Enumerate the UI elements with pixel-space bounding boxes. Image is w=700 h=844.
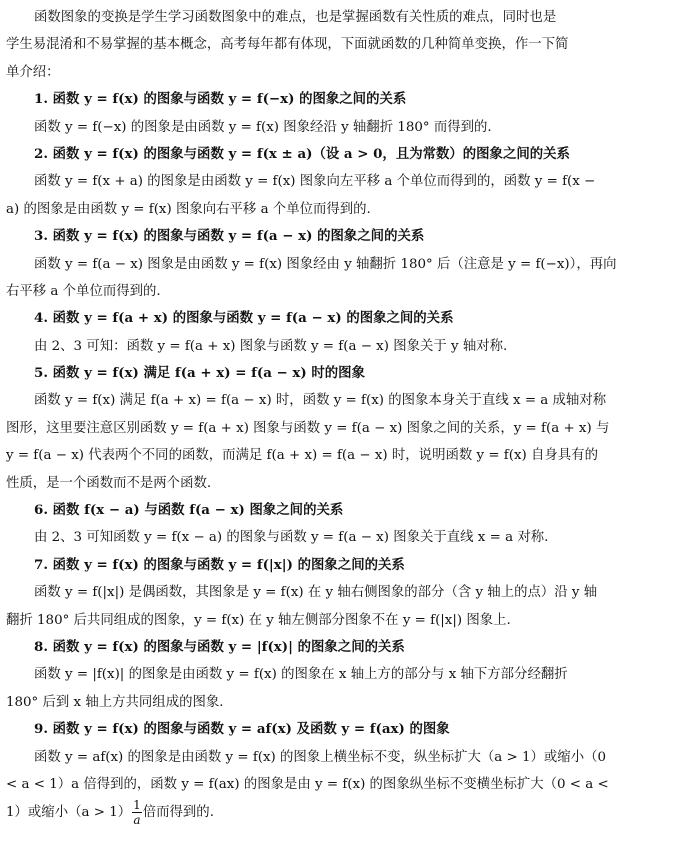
- section-8-body-2: 180° 后到 x 轴上方共同组成的图象.: [6, 694, 224, 710]
- section-6-body-1: 由 2、3 可知函数 y = f(x − a) 的图象与函数 y = f(a − x) 图象关于直线 x = a 对称.: [34, 530, 549, 546]
- section-9-body-3: [6, 798, 696, 844]
- section-4-body-1: 由 2、3 可知：函数 y = f(a + x) 图象与函数 y = f(a − x) 图象关于 y 轴对称.: [34, 338, 508, 354]
- section-7-heading: 7. 函数 y = f(x) 的图象与函数 y = f(|x|) 的图象之间的关系: [34, 556, 405, 573]
- section-5-body-4: 性质，是一个函数而不是两个函数.: [6, 475, 212, 491]
- section-9-last-prefix: 1）或缩小（a > 1）: [6, 805, 132, 821]
- fraction-numerator: 1: [133, 798, 141, 813]
- section-5-heading: 5. 函数 y = f(x) 满足 f(a + x) = f(a − x) 时的图象: [34, 365, 365, 382]
- section-2-body-1: 函数 y = f(x + a) 的图象是由函数 y = f(x) 图象向左平移 a 个单位而得到的，函数 y = f(x −: [34, 174, 596, 190]
- section-4-heading: 4. 函数 y = f(a + x) 的图象与函数 y = f(a − x) 的图象之间的关系: [34, 310, 454, 327]
- section-8-body-1: 函数 y = |f(x)| 的图象是由函数 y = f(x) 的图象在 x 轴上方的部分与 x 轴下方部分经翻折: [34, 667, 568, 683]
- section-6-heading: 6. 函数 f(x − a) 与函数 f(a − x) 图象之间的关系: [34, 502, 344, 519]
- section-7-body-1: 函数 y = f(|x|) 是偶函数，其图象是 y = f(x) 在 y 轴右侧图象的部分（含 y 轴上的点）沿 y 轴: [34, 585, 598, 601]
- section-9-heading: 9. 函数 y = f(x) 的图象与函数 y = af(x) 及函数 y = f(ax) 的图象: [34, 721, 450, 738]
- section-1-body-1: 函数 y = f(−x) 的图象是由函数 y = f(x) 图象经沿 y 轴翻折 180° 而得到的.: [34, 119, 492, 135]
- section-3-body-1: 函数 y = f(a − x) 图象是由函数 y = f(x) 图象经由 y 轴翻折 180° 后（注意是 y = f(−x)），再向: [34, 256, 617, 272]
- section-9-body-1: 函数 y = af(x) 的图象是由函数 y = f(x) 的图象上横坐标不变，纵坐标扩大（a > 1）或缩小（0: [34, 749, 606, 765]
- section-5-body-2: 图形，这里要注意区别函数 y = f(a + x) 图象与函数 y = f(a − x) 图象之间的关系，y = f(a + x) 与: [6, 420, 610, 436]
- intro-line-2: 学生易混淆和不易掌握的基本概念，高考每年都有体现，下面就函数的几种简单变换，作一下简: [6, 37, 569, 53]
- intro-line-3: 单介绍：: [6, 64, 60, 80]
- section-2-body-2: a) 的图象是由函数 y = f(x) 图象向右平移 a 个单位而得到的.: [6, 201, 371, 217]
- section-7-body-2: 翻折 180° 后共同组成的图象，y = f(x) 在 y 轴左侧部分图象不在 y = f(|x|) 图象上.: [6, 612, 511, 628]
- section-5-body-1: 函数 y = f(x) 满足 f(a + x) = f(a − x) 时，函数 y = f(x) 的图象本身关于直线 x = a 成轴对称: [34, 393, 607, 409]
- section-3-heading: 3. 函数 y = f(x) 的图象与函数 y = f(a − x) 的图象之间的关系: [34, 228, 425, 245]
- section-1-heading: 1. 函数 y = f(x) 的图象与函数 y = f(−x) 的图象之间的关系: [34, 91, 407, 108]
- intro-line-1: 函数图象的变换是学生学习函数图象中的难点，也是掌握函数有关性质的难点，同时也是: [34, 10, 557, 25]
- section-5-body-3: y = f(a − x) 代表两个不同的函数，而满足 f(a + x) = f(a − x) 时，说明函数 y = f(x) 自身具有的: [6, 448, 598, 464]
- document-page: [6, 4, 696, 844]
- fraction-one-over-a: [132, 798, 142, 827]
- fraction-denominator: a: [133, 813, 141, 828]
- section-2-heading: 2. 函数 y = f(x) 的图象与函数 y = f(x ± a)（设 a > 0，且为常数）的图象之间的关系: [34, 145, 570, 162]
- section-9-last-suffix: 倍而得到的.: [142, 805, 214, 821]
- section-8-heading: 8. 函数 y = f(x) 的图象与函数 y = |f(x)| 的图象之间的关系: [34, 638, 405, 655]
- section-3-body-2: 右平移 a 个单位而得到的.: [6, 283, 161, 299]
- section-9-body-2: < a < 1）a 倍得到的，函数 y = f(ax) 的图象是由 y = f(x) 的图象纵坐标不变横坐标扩大（0 < a <: [6, 776, 609, 792]
